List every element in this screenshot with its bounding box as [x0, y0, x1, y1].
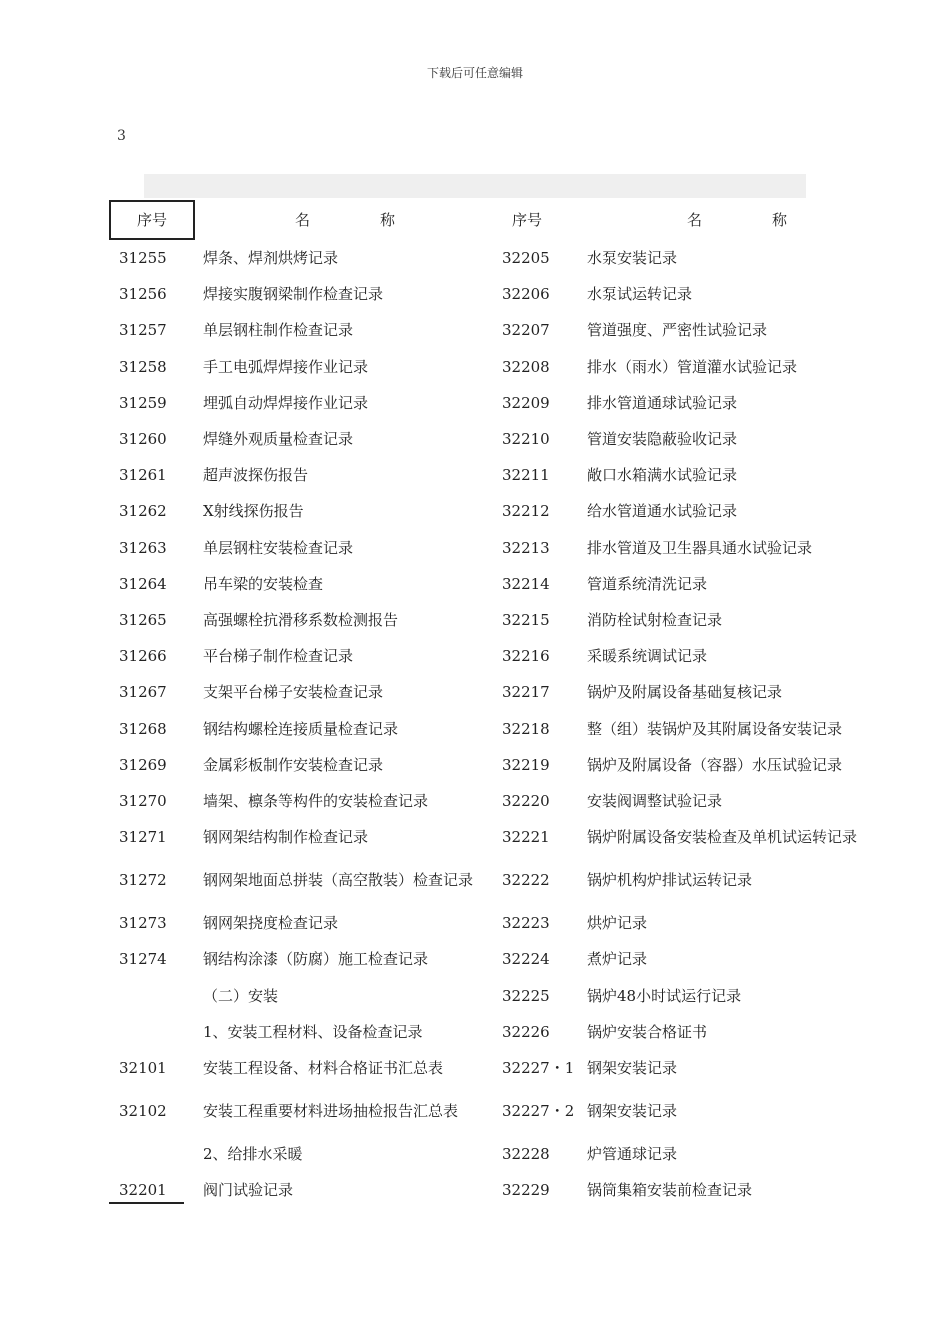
- row-no-left: 31262: [119, 502, 167, 521]
- row-name-right: 排水管道通球试验记录: [587, 393, 738, 412]
- row-name-right: 锅炉及附属设备基础复核记录: [587, 683, 783, 702]
- table-row: [110, 674, 887, 710]
- table-row: [110, 855, 887, 905]
- row-no-right: 32227・1: [502, 1059, 575, 1078]
- row-no-right: 32208: [502, 357, 550, 376]
- row-no-left: [110, 978, 194, 1014]
- row-no-right: 32228: [502, 1145, 550, 1164]
- row-name-left: 钢结构涂漆（防腐）施工检查记录: [203, 950, 429, 969]
- row-no-left: 31259: [119, 393, 167, 412]
- row-no-right: 32216: [502, 647, 550, 666]
- row-no-left: 32102: [119, 1102, 167, 1121]
- row-no-right: 32211: [502, 466, 550, 485]
- row-no-left: 31256: [119, 285, 167, 304]
- row-name-left: 1、安装工程材料、设备检查记录: [203, 1022, 423, 1041]
- row-name-left: 焊缝外观质量检查记录: [203, 430, 354, 449]
- row-no-right: 32227・2: [502, 1102, 575, 1121]
- row-name-right: 排水管道及卫生器具通水试验记录: [587, 538, 813, 557]
- row-no-left: 31267: [119, 683, 167, 702]
- records-table: [109, 200, 887, 1209]
- row-name-right: 锅炉附属设备安装检查及单机试运转记录: [587, 828, 858, 847]
- row-no-right: 32220: [502, 791, 550, 810]
- row-name-right: 煮炉记录: [587, 950, 648, 969]
- table-row: [110, 276, 887, 312]
- row-no-left: 31273: [119, 914, 167, 933]
- row-no-left: 31263: [119, 538, 167, 557]
- row-name-left: 钢结构螺栓连接质量检查记录: [203, 719, 399, 738]
- header-name-right: [587, 201, 887, 239]
- row-no-left: 31270: [119, 791, 167, 810]
- row-name-left: 支架平台梯子安装检查记录: [203, 683, 384, 702]
- row-name-left: 安装工程重要材料进场抽检报告汇总表: [203, 1102, 459, 1121]
- row-name-right: 采暖系统调试记录: [587, 647, 708, 666]
- row-no-right: 32222: [502, 871, 550, 890]
- table-row: [110, 978, 887, 1014]
- header-no-right: 序号: [512, 211, 543, 229]
- row-name-right: 钢架安装记录: [587, 1102, 678, 1121]
- header-note: 下载后可任意编辑: [426, 66, 523, 80]
- table-row: [110, 421, 887, 457]
- row-no-left: 31255: [119, 249, 167, 268]
- row-name-right: 排水（雨水）管道灌水试验记录: [587, 357, 798, 376]
- row-no-right: 32229: [502, 1181, 550, 1200]
- row-no-right: 32209: [502, 393, 550, 412]
- row-no-left: 31264: [119, 574, 167, 593]
- header-no-left: 序号: [110, 201, 194, 239]
- header-name-left-2: 称: [380, 211, 396, 229]
- row-no-left: 31257: [119, 321, 167, 340]
- row-name-right: 钢架安装记录: [587, 1059, 678, 1078]
- row-no-right: 32223: [502, 914, 550, 933]
- row-no-left: 31272: [119, 871, 167, 890]
- row-name-left: 安装工程设备、材料合格证书汇总表: [203, 1059, 444, 1078]
- row-no-left: 31266: [119, 647, 167, 666]
- table-row: [110, 819, 887, 855]
- row-no-right: 32218: [502, 719, 550, 738]
- row-no-left: 31261: [119, 466, 167, 485]
- row-no-left: 31265: [119, 610, 167, 629]
- table-row: [110, 1050, 887, 1086]
- row-name-right: 烘炉记录: [587, 914, 648, 933]
- row-no-right: 32212: [502, 502, 550, 521]
- bottom-rule: [109, 1202, 184, 1204]
- row-no-right: 32205: [502, 248, 550, 267]
- gray-band: [144, 174, 806, 198]
- table-row: [110, 1086, 887, 1136]
- table-row: [110, 602, 887, 638]
- row-name-left: 焊条、焊剂烘烤记录: [203, 248, 339, 267]
- table-row: [110, 349, 887, 385]
- row-no-right: 32206: [502, 285, 550, 304]
- header-name-right-2: 称: [772, 211, 788, 229]
- row-name-left: 平台梯子制作检查记录: [203, 647, 354, 666]
- row-name-right: 水泵试运转记录: [587, 285, 693, 304]
- row-no-right: 32217: [502, 683, 550, 702]
- row-name-left: 高强螺栓抗滑移系数检测报告: [203, 610, 399, 629]
- row-name-left: 焊接实腹钢梁制作检查记录: [203, 285, 384, 304]
- row-no-right: 32214: [502, 574, 550, 593]
- row-name-left: 埋弧自动焊焊接作业记录: [203, 393, 369, 412]
- row-name-right: 安装阀调整试验记录: [587, 791, 723, 810]
- row-no-right: 32215: [502, 610, 550, 629]
- row-no-right: 32226: [502, 1022, 550, 1041]
- row-no-left: 31274: [119, 950, 167, 969]
- row-name-right: 锅炉安装合格证书: [587, 1022, 708, 1041]
- table-row: [110, 239, 887, 276]
- row-no-right: 32219: [502, 755, 550, 774]
- row-name-right: 锅炉机构炉排试运转记录: [587, 871, 753, 890]
- header-name-right-1: 名: [686, 211, 702, 229]
- row-no-left: 31269: [119, 755, 167, 774]
- table-row: [110, 312, 887, 348]
- row-name-right: 炉管通球记录: [587, 1145, 678, 1164]
- row-name-right: 给水管道通水试验记录: [587, 502, 738, 521]
- row-no-left: 31258: [119, 357, 167, 376]
- row-name-right: 敞口水箱满水试验记录: [587, 466, 738, 485]
- row-no-left: 32101: [119, 1059, 167, 1078]
- row-name-left: 钢网架地面总拼装（高空散装）检查记录: [203, 871, 474, 890]
- row-name-left: X射线探伤报告: [203, 502, 304, 521]
- row-no-right: 32207: [502, 321, 550, 340]
- row-name-left: （二）安装: [203, 986, 279, 1005]
- row-name-right: 水泵安装记录: [587, 248, 678, 267]
- table-row: [110, 493, 887, 529]
- row-no-left: [110, 1136, 194, 1172]
- page-number: 3: [117, 128, 126, 144]
- row-no-right: 32224: [502, 950, 550, 969]
- table-row: [110, 1014, 887, 1050]
- row-name-right: 消防栓试射检查记录: [587, 610, 723, 629]
- row-name-left: 阀门试验记录: [203, 1181, 294, 1200]
- row-name-left: 金属彩板制作安装检查记录: [203, 755, 384, 774]
- row-no-right: 32221: [502, 828, 550, 847]
- table-row: [110, 710, 887, 746]
- row-name-left: 钢网架挠度检查记录: [203, 914, 339, 933]
- row-no-right: 32225: [502, 986, 550, 1005]
- row-name-right: 管道系统清洗记录: [587, 574, 708, 593]
- row-no-left: 31271: [119, 828, 167, 847]
- table-row: [110, 638, 887, 674]
- table-row: [110, 1172, 887, 1208]
- row-name-left: 钢网架结构制作检查记录: [203, 828, 369, 847]
- row-name-right: 锅炉及附属设备（容器）水压试验记录: [587, 755, 843, 774]
- row-name-left: 单层钢柱安装检查记录: [203, 538, 354, 557]
- header-name-left-1: 名: [294, 211, 310, 229]
- row-name-left: 超声波探伤报告: [203, 466, 309, 485]
- row-name-left: 墙架、檩条等构件的安装检查记录: [203, 791, 429, 810]
- row-no-left: [110, 1014, 194, 1050]
- row-name-right: 锅炉48小时试运行记录: [587, 986, 742, 1005]
- table-row: [110, 457, 887, 493]
- table-row: [110, 566, 887, 602]
- row-no-left: 31260: [119, 430, 167, 449]
- table-row: [110, 941, 887, 977]
- row-name-left: 手工电弧焊焊接作业记录: [203, 357, 369, 376]
- header-name-left: [194, 201, 494, 239]
- row-name-right: 整（组）装锅炉及其附属设备安装记录: [587, 719, 843, 738]
- table-row: [110, 747, 887, 783]
- row-name-left: 单层钢柱制作检查记录: [203, 321, 354, 340]
- table-row: [110, 530, 887, 566]
- row-no-right: 32213: [502, 538, 550, 557]
- table-row: [110, 385, 887, 421]
- row-no-left: 31268: [119, 719, 167, 738]
- row-name-left: 吊车梁的安装检查: [203, 574, 324, 593]
- row-no-right: 32210: [502, 430, 550, 449]
- table-row: [110, 1136, 887, 1172]
- row-name-right: 锅筒集箱安装前检查记录: [587, 1181, 753, 1200]
- row-name-right: 管道强度、严密性试验记录: [587, 321, 768, 340]
- row-no-left: 32201: [119, 1181, 167, 1200]
- row-name-right: 管道安装隐蔽验收记录: [587, 430, 738, 449]
- table-row: [110, 783, 887, 819]
- table-header-row: [110, 201, 887, 239]
- table-row: [110, 905, 887, 941]
- row-name-left: 2、给排水采暖: [203, 1145, 303, 1164]
